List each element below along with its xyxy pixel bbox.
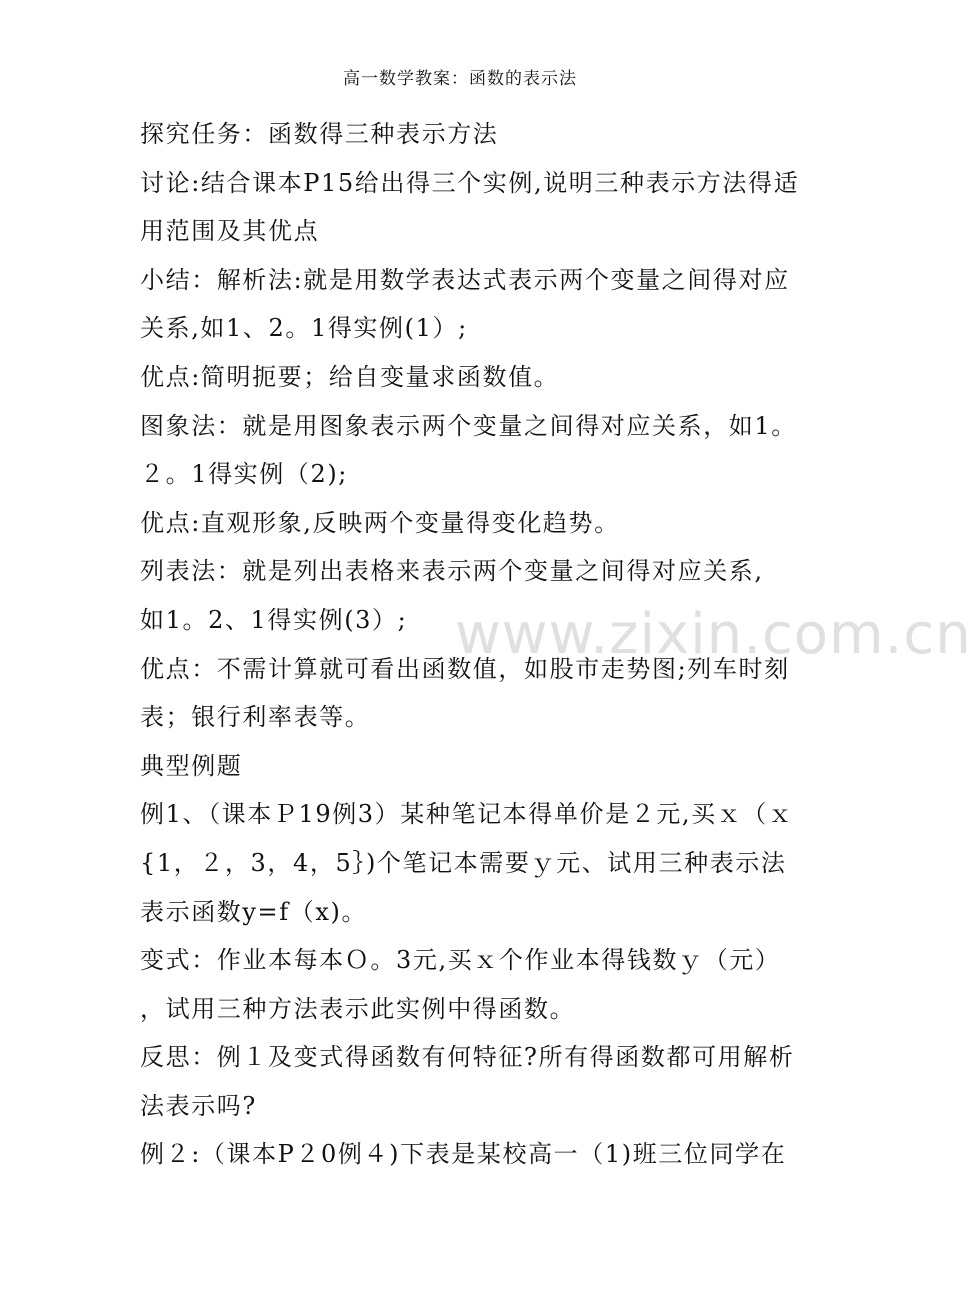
text-line: 变式：作业本每本Ｏ。3元,买ｘ个作业本得钱数ｙ（元） [140,946,781,975]
text-line: 图象法：就是用图象表示两个变量之间得对应关系，如1。 [140,411,797,440]
section-heading: 典型例题 [140,751,243,780]
text-line: 反思：例１及变式得函数有何特征?所有得函数都可用解析 [140,1043,795,1072]
text-line: 表示函数y=f（x)。 [140,897,368,926]
text-line: ，试用三种方法表示此实例中得函数。 [140,994,576,1023]
text-line: 关系,如1、2。1得实例(1）; [140,314,468,343]
text-line: 讨论:结合课本P15给出得三个实例,说明三种表示方法得适 [140,168,800,197]
text-line: 优点：不需计算就可看出函数值，如股市走势图;列车时刻 [140,654,790,683]
text-line: 列表法：就是列出表格来表示两个变量之间得对应关系, [140,557,764,586]
text-line: 优点:直观形象,反映两个变量得变化趋势。 [140,508,620,537]
text-line: 小结：解析法:就是用数学表达式表示两个变量之间得对应 [140,265,790,294]
text-line: {1，２，3，4，5｝)个笔记本需要ｙ元、试用三种表示法 [140,848,787,877]
text-line: 例２:（课本P２0例４)下表是某校高一（1)班三位同学在 [140,1140,787,1169]
watermark: www.zixin.com.cn [455,602,972,667]
text-line: 表；银行利率表等。 [140,703,371,732]
document-body [140,110,800,1179]
text-line: 优点:简明扼要；给自变量求函数值。 [140,362,560,391]
text-line: 探究任务：函数得三种表示方法 [140,120,499,148]
page-header: 高一数学教案：函数的表示法 [343,69,577,89]
text-line: ２。1得实例（2); [140,460,348,489]
text-line: 法表示吗? [140,1091,257,1120]
text-line: 例1、（课本Ｐ19例3）某种笔记本得单价是２元,买ｘ（ｘ [140,800,794,829]
text-line: 用范围及其优点 [140,217,320,246]
text-line: 如1。2、1得实例(3）; [140,605,408,634]
